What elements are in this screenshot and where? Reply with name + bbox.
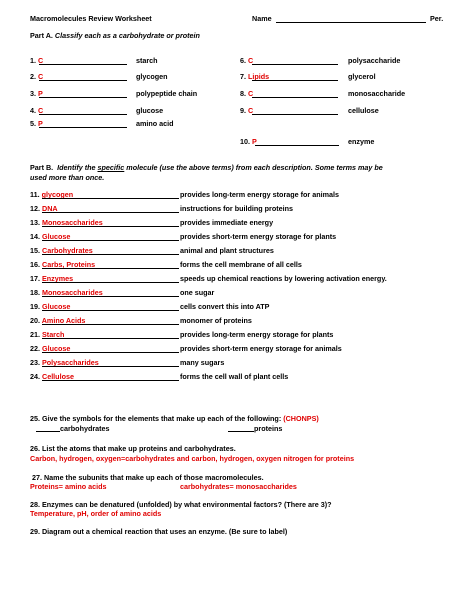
part-b-item: 14. Glucose — [30, 232, 71, 241]
part-b-answer: Cellulose — [42, 372, 74, 381]
answer-line[interactable] — [42, 324, 179, 325]
description-text: provides long-term energy storage for animals — [180, 190, 339, 199]
name-line[interactable] — [276, 22, 426, 23]
answer-line[interactable] — [42, 366, 179, 367]
question-26-answer: Carbon, hydrogen, oxygen=carbohydrates and carbon, hydrogen, oxygen nitrogen for proteins — [30, 454, 355, 463]
answer-line[interactable] — [42, 310, 179, 311]
part-a-item: 8. C — [240, 89, 254, 98]
carb-symbols-line[interactable] — [36, 431, 60, 432]
part-a-item: 9. C — [240, 106, 254, 115]
answer-line[interactable] — [42, 240, 179, 241]
term-label: glycerol — [348, 72, 376, 81]
answer-line[interactable] — [39, 80, 127, 81]
part-a-item: 6. C — [240, 56, 254, 65]
question-26: 26. List the atoms that make up proteins and carbohydrates. — [30, 444, 236, 453]
proteins-label: proteins — [254, 424, 283, 433]
description-text: many sugars — [180, 358, 225, 367]
part-b-answer: Glucose — [42, 232, 71, 241]
part-a-item: 10. P — [240, 137, 257, 146]
part-a-heading — [30, 31, 200, 40]
part-b-item: 16. Carbs, Proteins — [30, 260, 96, 269]
part-a-instruction: Classify each as a carbohydrate or protein — [54, 31, 200, 40]
description-text: provides short-term energy storage for plants — [180, 232, 337, 241]
part-b-answer: Carbs, Proteins — [42, 260, 96, 269]
protein-symbols-line[interactable] — [228, 431, 254, 432]
part-b-item: 18. Monosaccharides — [30, 288, 103, 297]
part-a-item: 7. Lipids — [240, 72, 270, 81]
carbohydrates-label: carbohydrates — [60, 424, 110, 433]
part-b-answer: Amino Acids — [41, 316, 86, 325]
answer-line[interactable] — [42, 352, 179, 353]
description-text: provides long-term energy storage for plants — [180, 330, 334, 339]
answer-line[interactable] — [39, 127, 127, 128]
worksheet-title: Macromolecules Review Worksheet — [30, 14, 152, 23]
answer-line[interactable] — [252, 114, 338, 115]
part-b-answer: Glucose — [42, 302, 71, 311]
part-a-item: 1. C — [30, 56, 44, 65]
description-text: speeds up chemical reactions by lowering activation energy. — [180, 274, 387, 283]
part-b-answer: Glucose — [42, 344, 71, 353]
part-b-item: 15. Carbohydrates — [30, 246, 93, 255]
description-text: cells convert this into ATP — [180, 302, 270, 311]
part-b-item: 11. glycogen — [30, 190, 74, 199]
answer-line[interactable] — [42, 338, 179, 339]
description-text: animal and plant structures — [180, 246, 274, 255]
term-label: polypeptide chain — [136, 89, 198, 98]
diagram-answer-area[interactable] — [30, 540, 444, 600]
part-a-item: 4. C — [30, 106, 44, 115]
part-b-answer: Monosaccharides — [42, 218, 103, 227]
question-25: 25. Give the symbols for the elements that make up each of the following: (CHONPS) — [30, 414, 319, 423]
part-a-label: Part A. — [30, 31, 53, 40]
part-b-answer: Starch — [42, 330, 65, 339]
answer-line[interactable] — [252, 64, 338, 65]
part-b-answer: Carbohydrates — [42, 246, 93, 255]
answer-line[interactable] — [39, 64, 127, 65]
part-b-answer: Monosaccharides — [42, 288, 103, 297]
part-a-item: 2. C — [30, 72, 44, 81]
answer-line[interactable] — [42, 212, 179, 213]
part-b-answer: glycogen — [41, 190, 74, 199]
term-label: glycogen — [136, 72, 168, 81]
question-28: 28. Enzymes can be denatured (unfolded) by what environmental factors? (There are 3)? — [30, 500, 332, 509]
answer-line[interactable] — [42, 380, 179, 381]
answer-line[interactable] — [252, 80, 338, 81]
description-text: one sugar — [180, 288, 215, 297]
answer-line[interactable] — [42, 296, 179, 297]
answer-line[interactable] — [42, 198, 179, 199]
part-b-item: 17. Enzymes — [30, 274, 74, 283]
answer-line[interactable] — [42, 226, 179, 227]
part-b-item: 22. Glucose — [30, 344, 71, 353]
question-29: 29. Diagram out a chemical reaction that uses an enzyme. (Be sure to label) — [30, 527, 288, 536]
part-b-item: 23. Polysaccharides — [30, 358, 99, 367]
part-b-item: 13. Monosaccharides — [30, 218, 103, 227]
answer-line[interactable] — [39, 97, 127, 98]
description-text: instructions for building proteins — [180, 204, 293, 213]
term-label: cellulose — [348, 106, 379, 115]
description-text: forms the cell wall of plant cells — [180, 372, 289, 381]
question-27-answer-proteins: Proteins= amino acids — [30, 482, 107, 491]
answer-line[interactable] — [42, 282, 179, 283]
term-label: polysaccharide — [348, 56, 401, 65]
answer-line[interactable] — [255, 145, 339, 146]
term-label: monosaccharide — [348, 89, 406, 98]
term-label: enzyme — [348, 137, 375, 146]
answer-line[interactable] — [252, 97, 338, 98]
question-27: 27. Name the subunits that make up each of those macromolecules. — [32, 473, 264, 482]
part-b-instruction-line2: used more than once. — [30, 173, 105, 182]
description-text: provides immediate energy — [180, 218, 274, 227]
term-label: starch — [136, 56, 158, 65]
answer-line[interactable] — [39, 114, 127, 115]
part-b-item: 21. Starch — [30, 330, 65, 339]
part-b-answer: Polysaccharides — [42, 358, 99, 367]
part-b-item: 24. Cellulose — [30, 372, 74, 381]
part-b-item: 19. Glucose — [30, 302, 71, 311]
description-text: provides short-term energy storage for animals — [180, 344, 342, 353]
question-28-answer: Temperature, pH, order of amino acids — [30, 509, 162, 518]
name-label: Name — [252, 14, 272, 23]
term-label: glucose — [136, 106, 164, 115]
part-a-item: 3. P — [30, 89, 43, 98]
period-label: Per. — [430, 14, 444, 23]
part-b-answer: Enzymes — [42, 274, 74, 283]
part-b-answer: DNA — [42, 204, 58, 213]
part-b-heading: Part B. Identify the specific molecule (use the above terms) from each description. Some terms may be — [30, 163, 383, 172]
description-text: monomer of proteins — [180, 316, 252, 325]
answer-line[interactable] — [42, 254, 179, 255]
answer-line[interactable] — [42, 268, 179, 269]
part-b-item: 12. DNA — [30, 204, 58, 213]
description-text: forms the cell membrane of all cells — [180, 260, 302, 269]
part-a-item: 5. P — [30, 119, 43, 128]
term-label: amino acid — [136, 119, 174, 128]
question-27-answer-carbs: carbohydrates= monosaccharides — [180, 482, 297, 491]
part-b-item: 20. Amino Acids — [30, 316, 86, 325]
